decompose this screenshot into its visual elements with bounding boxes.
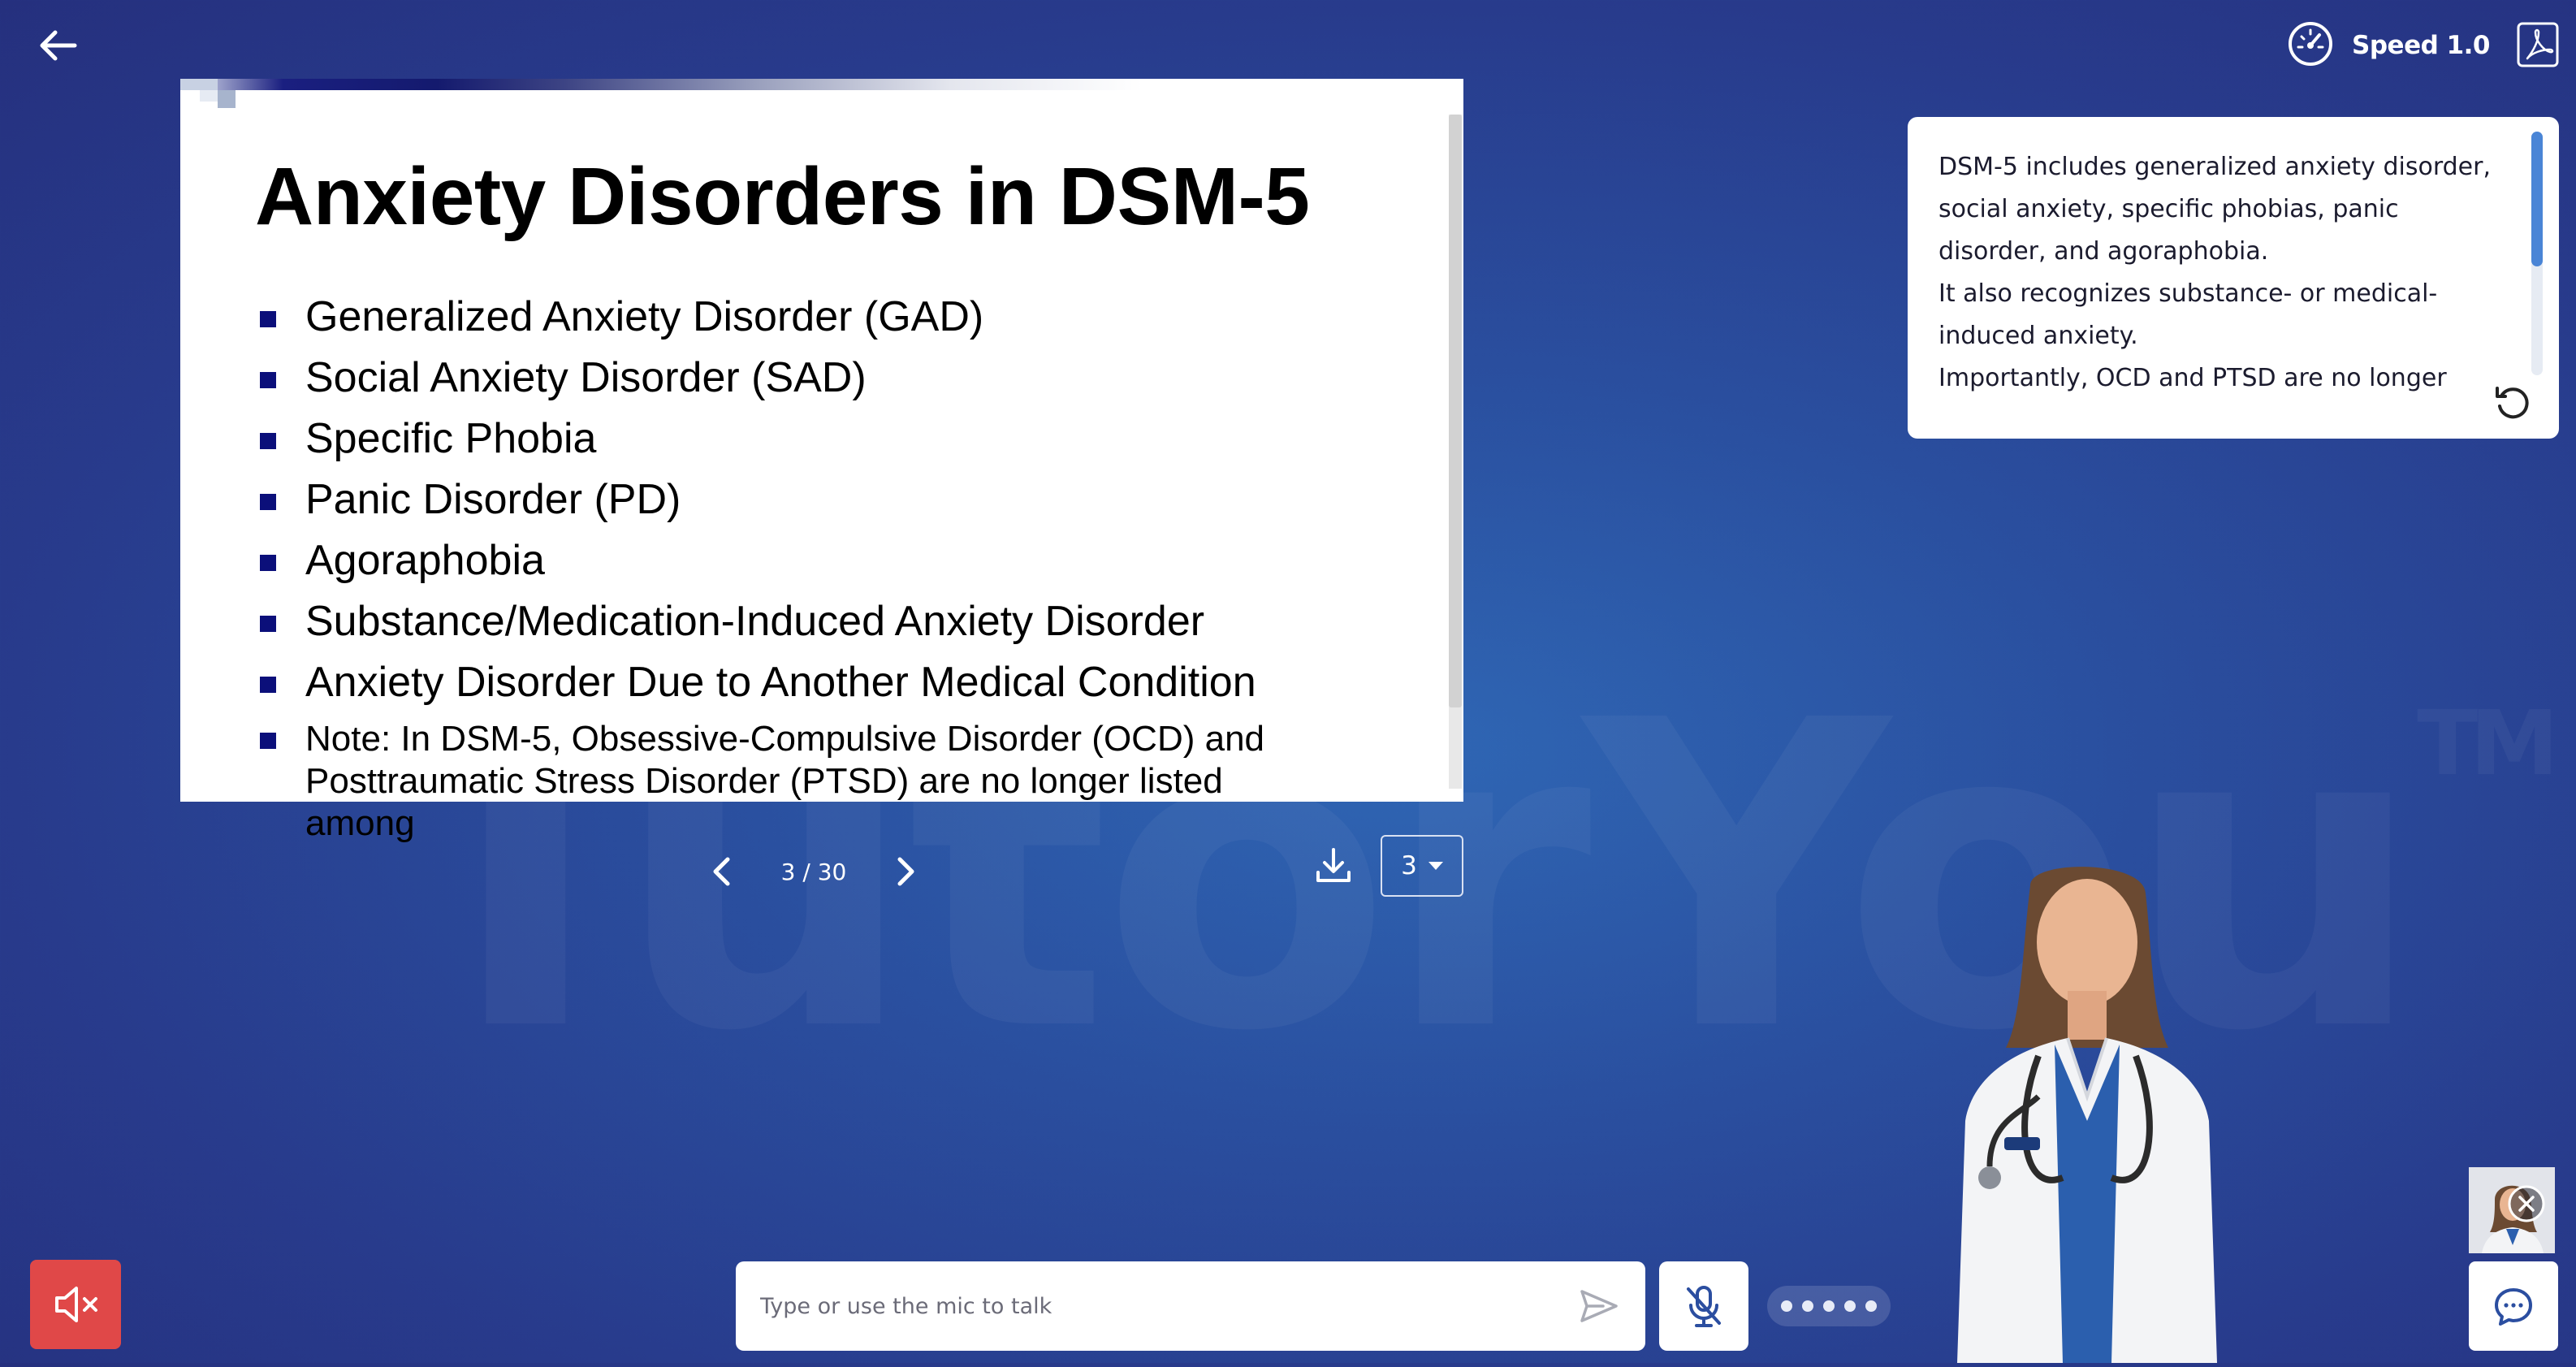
download-icon bbox=[1311, 843, 1356, 889]
slide-number-select[interactable] bbox=[1381, 835, 1463, 897]
slide-viewer bbox=[180, 79, 1463, 843]
slide-decoration bbox=[180, 79, 218, 90]
prev-slide-button[interactable] bbox=[697, 846, 749, 898]
caret-down-icon bbox=[1428, 862, 1443, 870]
pdf-icon[interactable] bbox=[2516, 21, 2560, 68]
speaker-muted-icon bbox=[49, 1278, 102, 1331]
typing-dot bbox=[1823, 1300, 1835, 1312]
slide-title: Anxiety Disorders in DSM-5 bbox=[255, 151, 1310, 242]
slide-bullet: Specific Phobia bbox=[258, 409, 1395, 469]
mic-off-icon bbox=[1679, 1281, 1729, 1331]
transcript-paragraph: DSM-5 includes generalized anxiety disorder, social anxiety, specific phobias, panic disorder, and agoraphobia. bbox=[1938, 153, 2492, 266]
typing-dot bbox=[1865, 1300, 1877, 1312]
back-button[interactable] bbox=[36, 23, 81, 68]
mute-toggle-button[interactable] bbox=[30, 1260, 121, 1349]
page-indicator: 3 / 30 bbox=[780, 858, 847, 885]
typing-indicator bbox=[1767, 1286, 1891, 1326]
speedometer-icon bbox=[2287, 20, 2334, 71]
typing-dot bbox=[1781, 1300, 1792, 1312]
transcript-text bbox=[1938, 146, 2499, 391]
mic-toggle-button[interactable] bbox=[1659, 1261, 1748, 1351]
chat-input-bar bbox=[736, 1261, 1645, 1351]
speed-label: Speed 1.0 bbox=[2352, 31, 2490, 60]
send-icon bbox=[1575, 1283, 1621, 1329]
slide-bullet: Generalized Anxiety Disorder (GAD) bbox=[258, 287, 1395, 348]
speed-control[interactable] bbox=[2287, 21, 2490, 70]
replay-button[interactable] bbox=[2491, 380, 2535, 424]
chevron-right-icon bbox=[888, 854, 922, 889]
slide-bullet-note: Note: In DSM-5, Obsessive-Compulsive Disorder (OCD) and Posttraumatic Stress Disorder (PTSD) are no longer listed among bbox=[258, 718, 1314, 845]
slide-bullet: Agoraphobia bbox=[258, 530, 1395, 591]
transcript-paragraph: It also recognizes substance- or medical-induced anxiety. bbox=[1938, 279, 2438, 350]
slide-decoration bbox=[218, 90, 236, 108]
slide-select-value: 3 bbox=[1401, 851, 1417, 880]
close-thumbnail-button[interactable] bbox=[2506, 1183, 2547, 1224]
slide-decoration bbox=[200, 90, 218, 102]
avatar-doctor bbox=[1908, 853, 2266, 1363]
arrow-left-icon bbox=[36, 23, 81, 68]
slide-bullet: Anxiety Disorder Due to Another Medical Condition bbox=[258, 652, 1395, 713]
transcript-paragraph: Importantly, OCD and PTSD are no longer bbox=[1938, 364, 2447, 392]
slide-bullet-list bbox=[258, 287, 1395, 845]
next-slide-button[interactable] bbox=[879, 846, 931, 898]
chevron-left-icon bbox=[706, 854, 740, 889]
slide-bullet: Panic Disorder (PD) bbox=[258, 469, 1395, 530]
slide-scrollbar[interactable] bbox=[1449, 115, 1462, 789]
chat-bubble-icon bbox=[2491, 1283, 2536, 1329]
send-button[interactable] bbox=[1575, 1283, 1621, 1329]
transcript-scrollbar[interactable] bbox=[2531, 132, 2543, 375]
avatar-thumbnail[interactable] bbox=[2469, 1167, 2555, 1253]
slide-pager bbox=[697, 837, 931, 906]
transcript-scrollbar-thumb[interactable] bbox=[2531, 132, 2543, 266]
typing-dot bbox=[1802, 1300, 1813, 1312]
open-chat-button[interactable] bbox=[2469, 1261, 2558, 1351]
typing-dot bbox=[1844, 1300, 1856, 1312]
chat-input[interactable] bbox=[760, 1294, 1575, 1319]
transcript-panel bbox=[1908, 117, 2559, 439]
slide-scrollbar-thumb[interactable] bbox=[1449, 115, 1462, 707]
replay-icon bbox=[2491, 380, 2535, 424]
close-icon bbox=[2506, 1183, 2547, 1224]
slide-bullet: Social Anxiety Disorder (SAD) bbox=[258, 348, 1395, 409]
slide-bullet: Substance/Medication-Induced Anxiety Disorder bbox=[258, 591, 1395, 652]
download-button[interactable] bbox=[1311, 843, 1356, 889]
slide-header-bar bbox=[180, 79, 1463, 90]
